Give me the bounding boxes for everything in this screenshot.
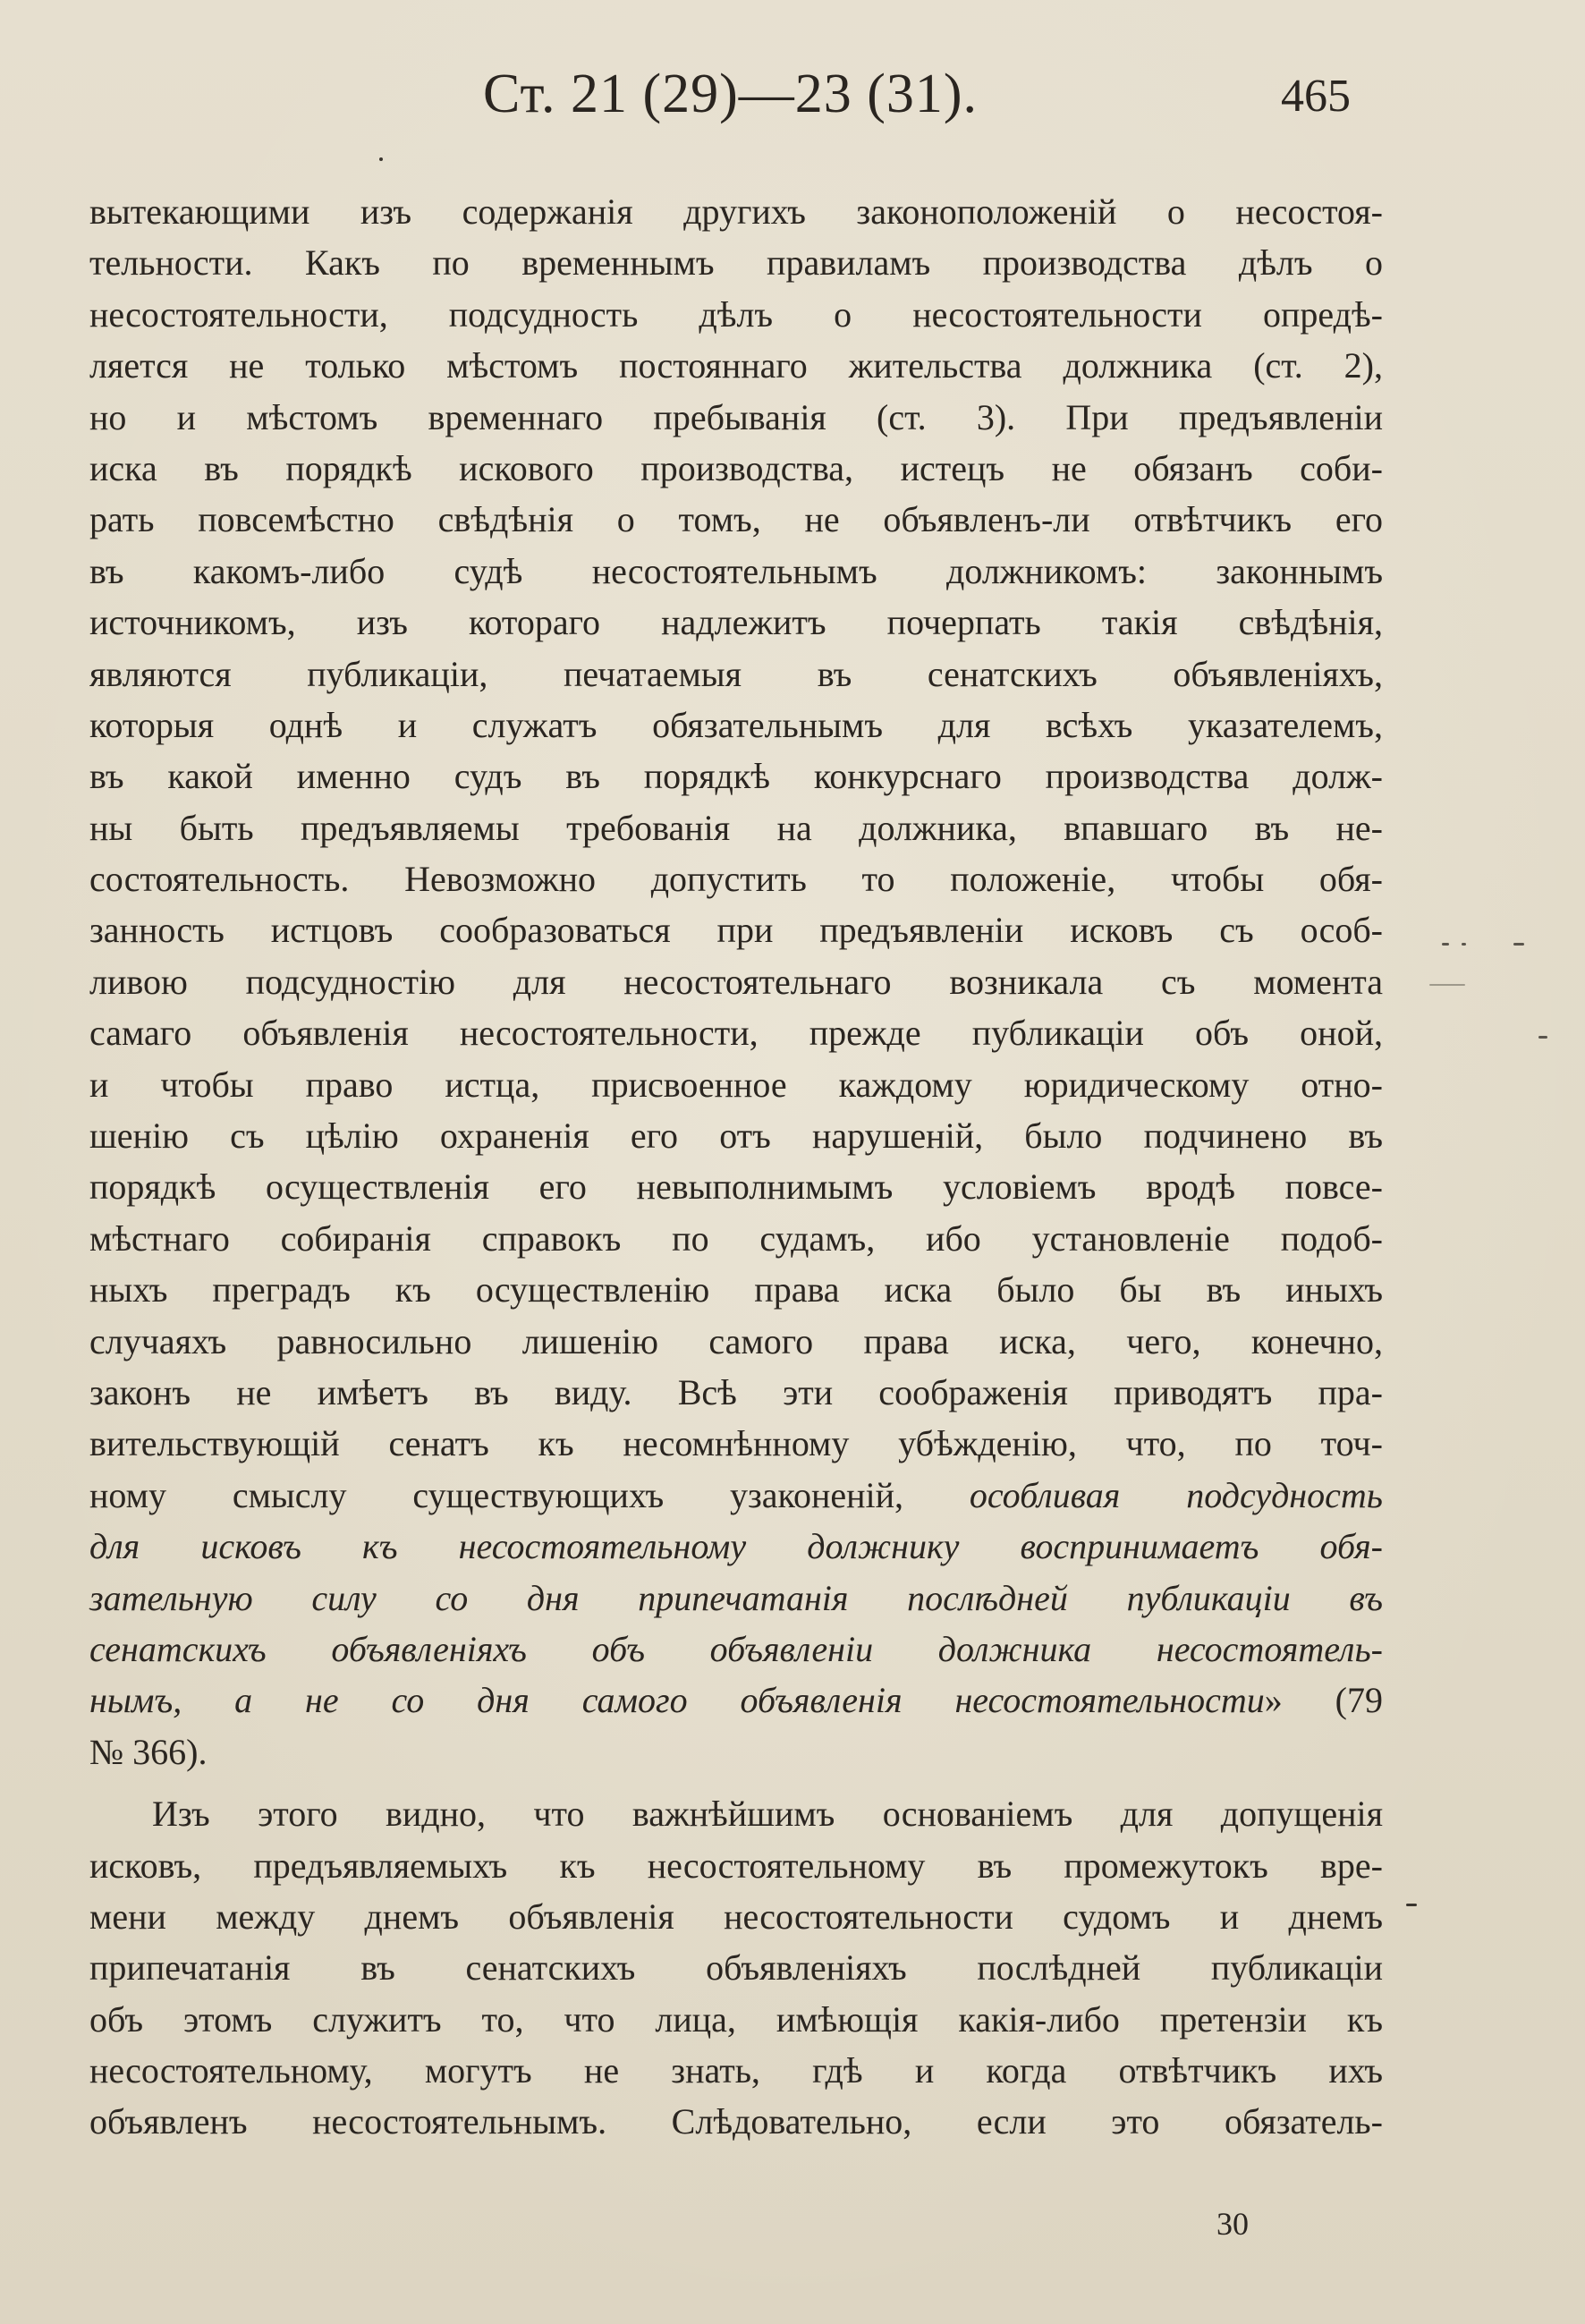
margin-tick bbox=[1406, 1904, 1417, 1906]
text-line bbox=[89, 1264, 1383, 1315]
text-line bbox=[89, 2096, 1383, 2147]
text-line bbox=[89, 1367, 1383, 1418]
text-run: несостоятельному, могутъ не знать, гдѣ и когда отвѣтчикъ ихъ bbox=[89, 2050, 1383, 2091]
italic-text-run: сенатскихъ объявленіяхъ объ объявленіи должника несостоятель- bbox=[89, 1628, 1383, 1669]
running-head-title: Ст. 21 (29)—23 (31). bbox=[483, 64, 979, 124]
signature-mark: 30 bbox=[1216, 2206, 1249, 2242]
italic-text-run: особливая подсудность bbox=[969, 1474, 1383, 1515]
text-run: ному смыслу существующихъ узаконеній, bbox=[89, 1474, 970, 1515]
text-line bbox=[89, 1316, 1383, 1367]
text-line bbox=[89, 802, 1383, 853]
text-line bbox=[89, 1840, 1383, 1891]
text-line bbox=[89, 1726, 1383, 1777]
text-line bbox=[89, 2045, 1383, 2096]
text-line bbox=[89, 1521, 1383, 1572]
text-line bbox=[89, 1161, 1383, 1212]
text-line bbox=[89, 956, 1383, 1007]
paragraph-gap bbox=[89, 1777, 1383, 1788]
text-line bbox=[89, 649, 1383, 700]
text-run: иска въ порядкѣ искового производства, истецъ не обязанъ соби- bbox=[89, 447, 1383, 488]
text-line bbox=[89, 443, 1383, 494]
italic-text-run: нымъ, а не со дня самого объявленія несостоятельности bbox=[89, 1680, 1265, 1721]
text-run: порядкѣ осуществленія его невыполнимымъ условіемъ вродѣ повсе- bbox=[89, 1166, 1383, 1208]
text-line bbox=[89, 237, 1383, 288]
text-line bbox=[89, 1891, 1383, 1942]
text-line bbox=[89, 1213, 1383, 1264]
text-run: мѣстнаго собиранія справокъ по судамъ, ибо установленіе подоб- bbox=[89, 1217, 1383, 1259]
text-run: несостоятельности, подсудность дѣлъ о несостоятельности опредѣ- bbox=[89, 293, 1383, 335]
text-run: состоятельность. Невозможно допустить то положеніе, чтобы обя- bbox=[89, 859, 1383, 900]
text-run: вытекающими изъ содержанія другихъ законоположеній о несостоя- bbox=[89, 191, 1383, 232]
text-run: Изъ этого видно, что важнѣйшимъ основаніемъ для допущенія bbox=[152, 1794, 1383, 1835]
text-run: » (79 bbox=[1264, 1680, 1384, 1721]
text-run: законъ не имѣетъ въ виду. Всѣ эти соображенія приводятъ пра- bbox=[89, 1371, 1383, 1412]
text-line bbox=[89, 751, 1383, 802]
text-line bbox=[89, 1470, 1383, 1521]
text-run: въ какомъ-либо судѣ несостоятельнымъ должникомъ: законнымъ bbox=[89, 550, 1383, 591]
margin-tick bbox=[379, 157, 383, 161]
text-run: занность истцовъ сообразоваться при предъявленіи исковъ съ особ- bbox=[89, 910, 1383, 951]
text-run: источникомъ, изъ котораго надлежитъ почерпать такія свѣдѣнія, bbox=[89, 602, 1383, 643]
text-run: объ этомъ служитъ то, что лица, имѣющія какія-либо претензіи къ bbox=[89, 1998, 1383, 2040]
text-line bbox=[89, 392, 1383, 443]
text-run: случаяхъ равносильно лишенію самого права иска, чего, конечно, bbox=[89, 1320, 1383, 1361]
text-line bbox=[89, 186, 1383, 237]
text-run: припечатанія въ сенатскихъ объявленіяхъ послѣдней публикаціи bbox=[89, 1947, 1383, 1989]
text-line bbox=[89, 853, 1383, 904]
text-run: ны быть предъявляемы требованія на должника, впавшаго въ не- bbox=[89, 807, 1383, 848]
text-line bbox=[89, 1788, 1383, 1839]
text-run: ляется не только мѣстомъ постояннаго жительства должника (ст. 2), bbox=[89, 345, 1383, 386]
text-run: и чтобы право истца, присвоенное каждому юридическому отно- bbox=[89, 1064, 1383, 1105]
text-line bbox=[89, 904, 1383, 955]
text-line bbox=[89, 1007, 1383, 1058]
text-run: самаго объявленія несостоятельности, прежде публикаціи объ оной, bbox=[89, 1013, 1383, 1054]
text-line bbox=[89, 1624, 1383, 1675]
text-line bbox=[89, 1418, 1383, 1469]
text-line bbox=[89, 494, 1383, 545]
bleed-through-marks bbox=[1424, 930, 1558, 1038]
text-line bbox=[89, 1994, 1383, 2045]
text-line bbox=[89, 597, 1383, 648]
running-head bbox=[0, 63, 1585, 134]
italic-text-run: для исковъ къ несостоятельному должнику воспринимаетъ обя- bbox=[89, 1526, 1383, 1567]
text-line bbox=[89, 1942, 1383, 1993]
text-run: которыя однѣ и служатъ обязательнымъ для всѣхъ указателемъ, bbox=[89, 704, 1383, 745]
text-run: ливою подсудностію для несостоятельнаго возникала съ момента bbox=[89, 961, 1383, 1002]
text-line bbox=[89, 1059, 1383, 1110]
text-run: шенію съ цѣлію охраненія его отъ нарушеній, было подчинено въ bbox=[89, 1115, 1383, 1157]
text-run: рать повсемѣстно свѣдѣнія о томъ, не объявленъ-ли отвѣтчикъ его bbox=[89, 499, 1383, 540]
body-text bbox=[89, 186, 1383, 2148]
text-run: являются публикаціи, печатаемыя въ сенатскихъ объявленіяхъ, bbox=[89, 653, 1383, 694]
page-number: 465 bbox=[1281, 71, 1351, 122]
text-run: объявленъ несостоятельнымъ. Слѣдовательно, если это обязатель- bbox=[89, 2101, 1383, 2142]
text-run: въ какой именно судъ въ порядкѣ конкурснаго производства долж- bbox=[89, 756, 1383, 797]
text-run: мени между днемъ объявленія несостоятельности судомъ и днемъ bbox=[89, 1896, 1383, 1937]
text-run: исковъ, предъявляемыхъ къ несостоятельному въ промежутокъ вре- bbox=[89, 1845, 1383, 1886]
text-run: № 366). bbox=[89, 1731, 208, 1772]
text-line bbox=[89, 1110, 1383, 1161]
text-line bbox=[89, 340, 1383, 391]
text-run: ныхъ преградъ къ осуществленію права иска было бы въ иныхъ bbox=[89, 1269, 1383, 1310]
text-run: но и мѣстомъ временнаго пребыванія (ст. 3). При предъявленіи bbox=[89, 396, 1383, 437]
text-line bbox=[89, 289, 1383, 340]
text-line bbox=[89, 1573, 1383, 1624]
text-run: вительствующій сенатъ къ несомнѣнному убѣжденію, что, по точ- bbox=[89, 1423, 1383, 1464]
text-line bbox=[89, 546, 1383, 597]
italic-text-run: зательную силу со дня припечатанія послѣдней публикаціи въ bbox=[89, 1577, 1383, 1618]
text-run: тельности. Какъ по временнымъ правиламъ производства дѣлъ о bbox=[89, 242, 1383, 284]
text-line bbox=[89, 1675, 1383, 1726]
text-line bbox=[89, 700, 1383, 751]
